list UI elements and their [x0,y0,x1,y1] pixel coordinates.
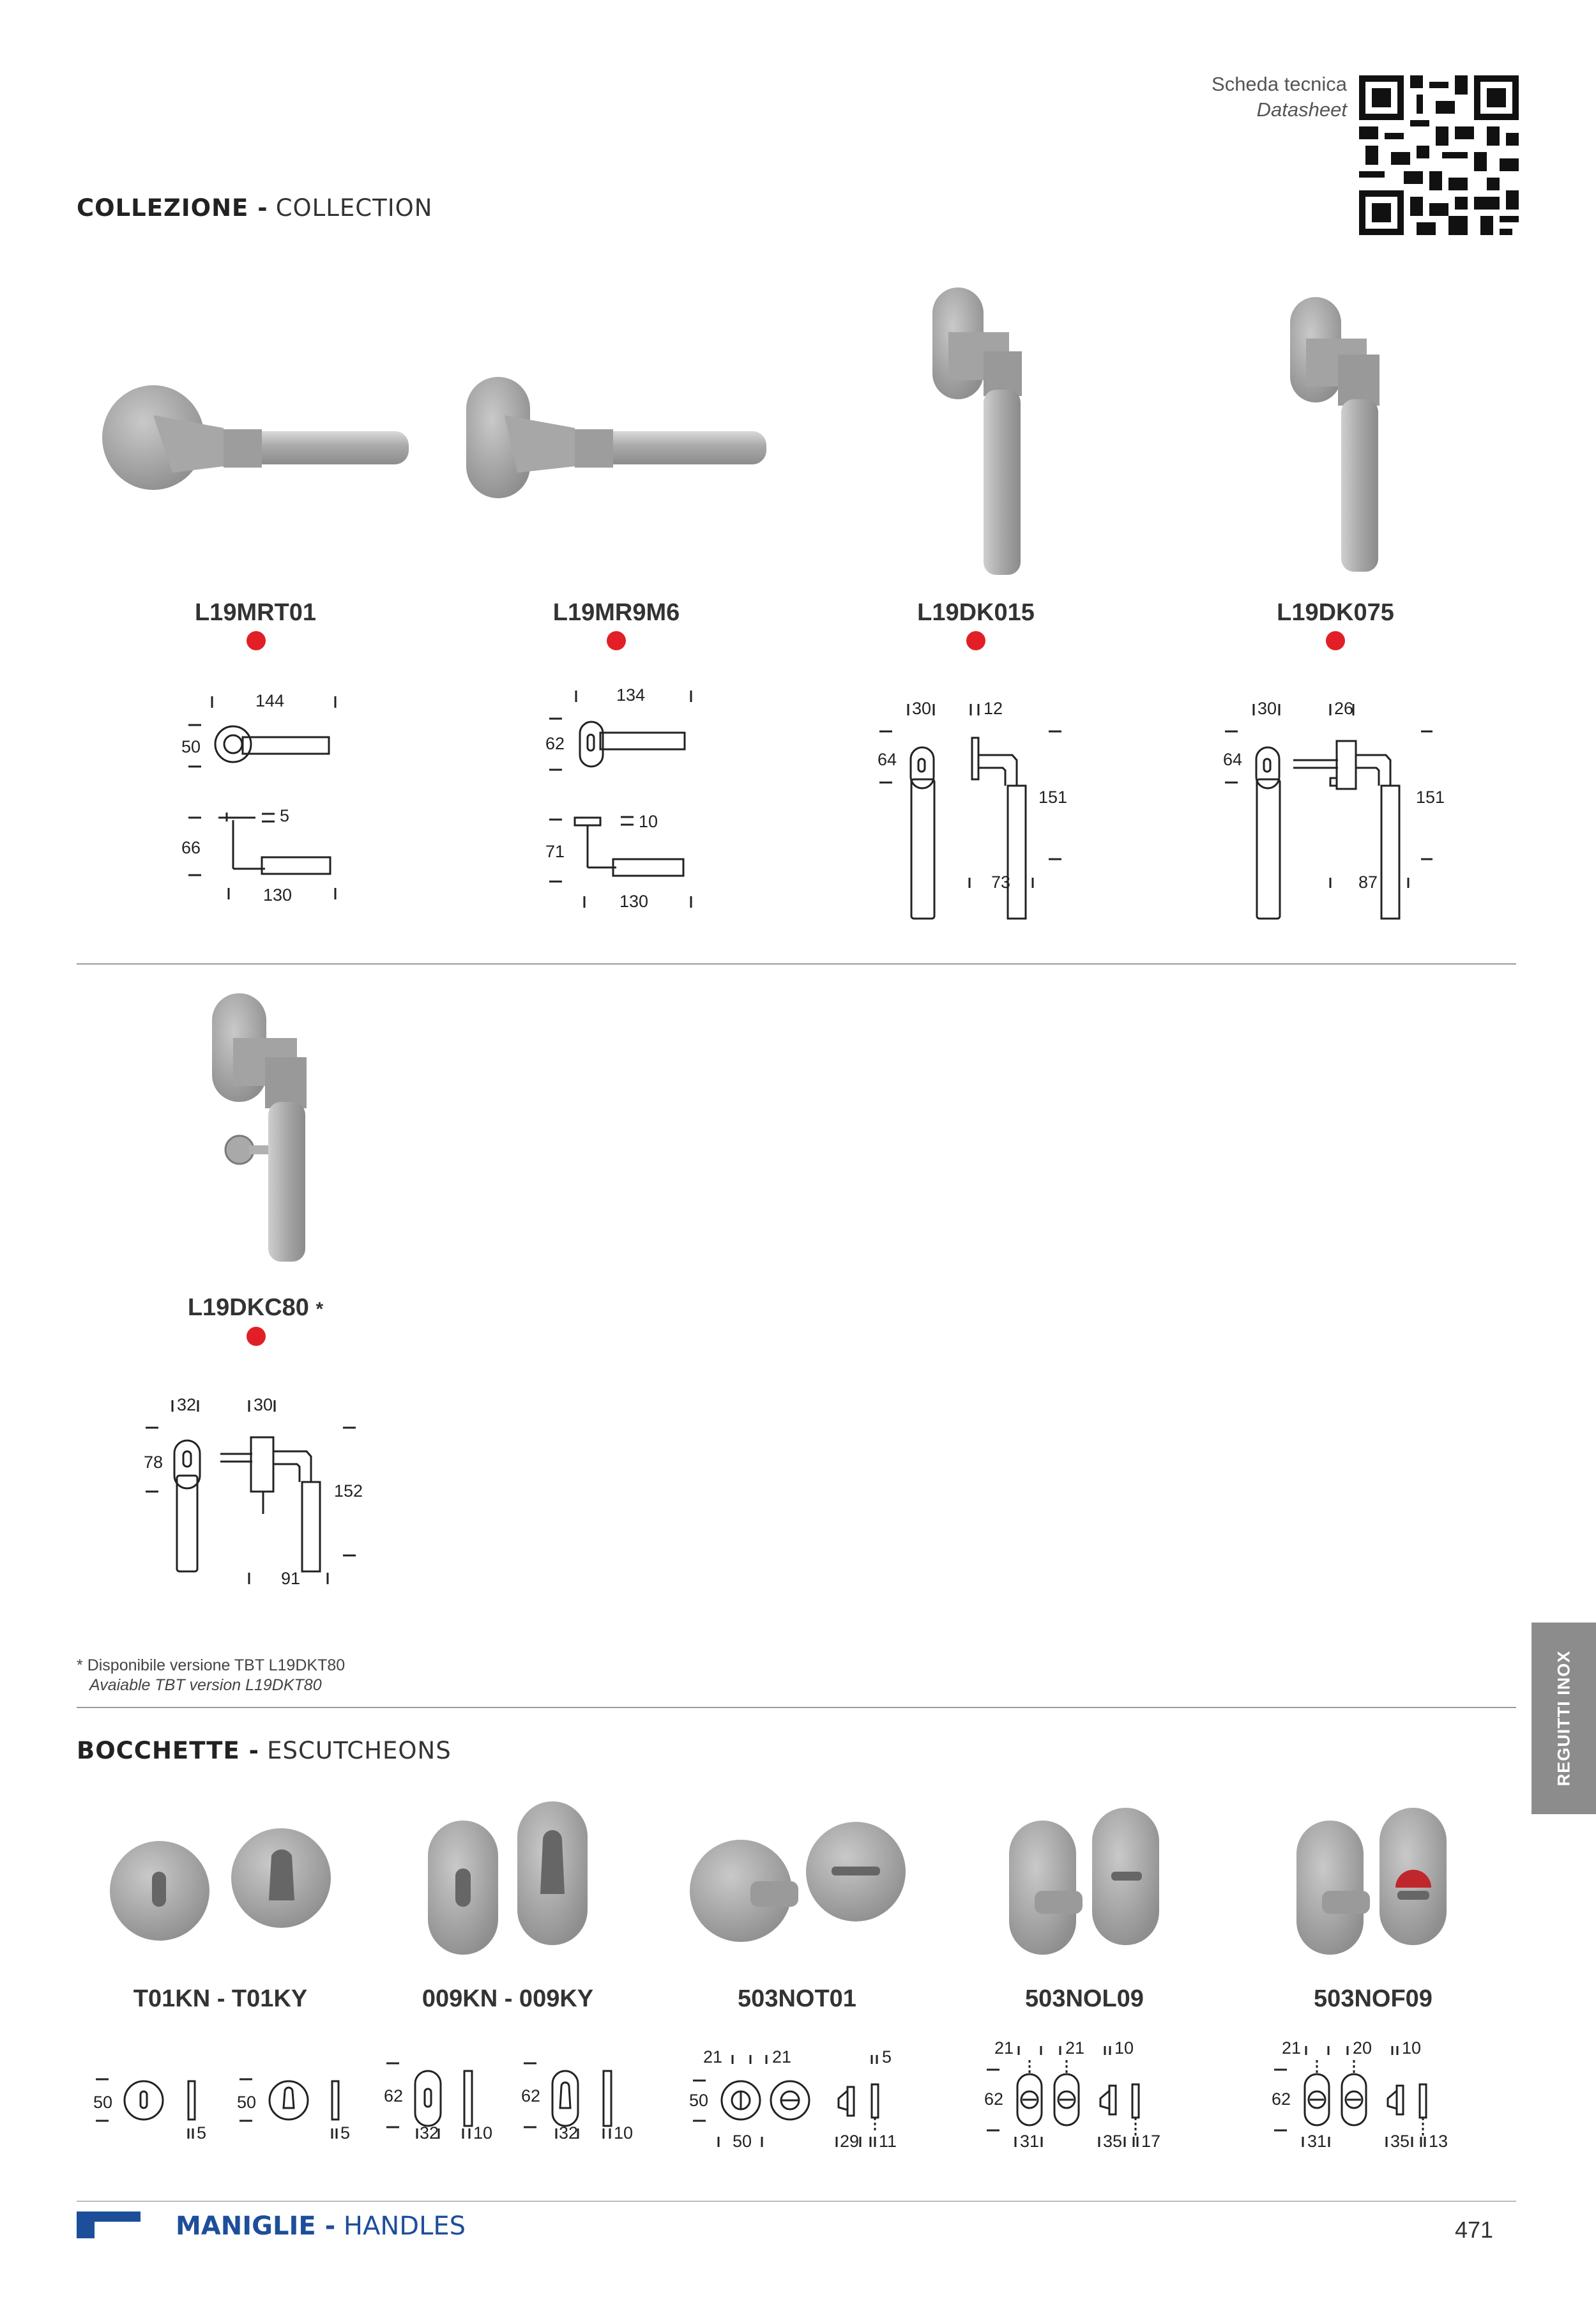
svg-text:21: 21 [994,2038,1014,2058]
escutcheon-code-503nol09: 503NOL09 [1025,1985,1144,2012]
svg-text:5: 5 [197,2123,207,2143]
side-tab-label: REGUITTI INOX [1554,1650,1573,1787]
svg-text:71: 71 [545,842,565,861]
escutcheons-title-light: ESCUTCHEONS [267,1737,452,1764]
product-image-l19mrt01 [96,370,415,511]
svg-text:62: 62 [1272,2089,1291,2109]
datasheet-label [1212,72,1347,123]
product-image-l19dk075 [1277,291,1405,584]
availability-note [77,1656,345,1695]
svg-text:50: 50 [733,2132,752,2151]
svg-text:21: 21 [703,2047,723,2066]
drawing-l19mrt01 [172,684,364,913]
svg-text:5: 5 [340,2123,351,2143]
escutcheon-code-503not01: 503NOT01 [738,1985,856,2012]
finish-dot [966,631,985,650]
drawing-009 [380,2044,648,2159]
asterisk-mark: * [315,1299,324,1320]
svg-text:78: 78 [144,1453,163,1472]
svg-text:50: 50 [93,2093,113,2112]
svg-text:50: 50 [689,2091,709,2110]
svg-text:30: 30 [912,699,932,718]
svg-text:29: 29 [840,2132,860,2151]
product-image-l19mr9m6 [460,370,779,511]
svg-text:62: 62 [384,2086,404,2105]
svg-text:64: 64 [878,750,897,769]
svg-text:35: 35 [1103,2132,1123,2151]
qr-code-icon[interactable] [1359,75,1519,235]
svg-text:50: 50 [237,2093,257,2112]
section-divider [77,1707,1516,1708]
escutcheon-image-t01 [109,1808,345,1955]
page-number: 471 [1455,2217,1494,2243]
svg-text:12: 12 [984,699,1003,718]
finish-dot [1326,631,1345,650]
sheet-label-it: Scheda tecnica [1212,73,1347,95]
escutcheons-title-bold: BOCCHETTE - [77,1737,260,1764]
svg-text:64: 64 [1223,750,1243,769]
product-code-l19mr9m6: L19MR9M6 [552,599,680,626]
svg-text:31: 31 [1307,2132,1327,2151]
svg-text:10: 10 [1402,2038,1422,2058]
svg-text:151: 151 [1416,788,1445,807]
svg-text:130: 130 [619,892,649,911]
drawing-503nol09 [980,2035,1255,2162]
svg-text:50: 50 [181,737,201,756]
drawing-l19dk015 [869,696,1073,901]
svg-text:26: 26 [1334,699,1354,718]
svg-text:5: 5 [882,2047,892,2066]
sheet-label-en: Datasheet [1256,98,1347,121]
svg-text:32: 32 [177,1395,197,1414]
escutcheon-image-503not01 [690,1808,913,1955]
svg-text:10: 10 [1114,2038,1134,2058]
svg-text:5: 5 [280,806,290,825]
product-image-l19dk015 [920,281,1047,588]
escutcheon-image-503nol09 [996,1795,1188,1961]
svg-text:30: 30 [254,1395,273,1414]
svg-text:10: 10 [614,2123,634,2143]
svg-text:144: 144 [255,691,285,710]
svg-text:62: 62 [521,2086,541,2105]
footer-title [176,2211,466,2241]
escutcheon-code-503nof09: 503NOF09 [1314,1985,1433,2012]
finish-dot [607,631,626,650]
escutcheons-title [77,1736,452,1765]
svg-text:62: 62 [984,2089,1004,2109]
drawing-l19dk075 [1217,696,1445,901]
side-tab[interactable] [1531,1623,1596,1814]
svg-text:21: 21 [772,2047,792,2066]
section-divider [77,963,1516,965]
svg-text:10: 10 [473,2123,493,2143]
svg-text:32: 32 [420,2123,439,2143]
svg-text:20: 20 [1353,2038,1372,2058]
escutcheon-image-009 [415,1795,626,1961]
footer-title-light: HANDLES [343,2211,466,2241]
svg-text:91: 91 [281,1569,301,1588]
note-line-it: Disponibile versione TBT L19DKT80 [87,1656,346,1674]
svg-text:151: 151 [1038,788,1068,807]
product-image-l19dkc80 [204,987,332,1268]
collection-title-bold: COLLEZIONE - [77,194,268,222]
svg-text:11: 11 [879,2132,897,2151]
svg-text:17: 17 [1141,2132,1161,2151]
escutcheon-code-009: 009KN - 009KY [422,1985,594,2012]
svg-text:13: 13 [1429,2132,1448,2151]
svg-text:152: 152 [334,1481,363,1501]
note-line-en: Avaiable TBT version L19DKT80 [89,1676,322,1694]
product-code-l19dk015: L19DK015 [917,599,1035,626]
product-code-l19mrt01: L19MRT01 [194,599,317,626]
drawing-l19mr9m6 [536,680,728,917]
collection-title [77,194,432,222]
svg-text:66: 66 [181,838,201,857]
drawing-t01 [89,2044,370,2159]
svg-text:21: 21 [1282,2038,1302,2058]
finish-dot [247,631,266,650]
escutcheon-code-t01: T01KN - T01KY [133,1985,308,2012]
svg-text:10: 10 [639,812,658,831]
svg-text:21: 21 [1065,2038,1085,2058]
svg-text:87: 87 [1358,873,1378,892]
brand-logo-icon [77,2211,141,2238]
footer-divider [77,2201,1516,2202]
svg-text:31: 31 [1020,2132,1040,2151]
svg-text:73: 73 [991,873,1011,892]
svg-text:130: 130 [263,885,293,905]
drawing-503not01 [680,2041,948,2162]
drawing-l19dkc80 [137,1393,380,1597]
svg-text:32: 32 [559,2123,579,2143]
product-code-l19dk075: L19DK075 [1277,599,1394,626]
escutcheon-image-503nof09 [1284,1795,1475,1961]
finish-dot [247,1327,266,1346]
svg-text:30: 30 [1258,699,1277,718]
drawing-503nof09 [1268,2035,1542,2162]
svg-text:62: 62 [545,734,565,753]
svg-text:134: 134 [616,685,646,705]
svg-text:35: 35 [1390,2132,1410,2151]
product-code-l19dkc80-text: L19DKC80 [187,1294,309,1321]
product-code-l19dkc80 [128,1294,383,1322]
note-asterisk: * [77,1656,83,1674]
footer-title-bold: MANIGLIE - [176,2211,336,2241]
collection-title-light: COLLECTION [275,194,433,222]
